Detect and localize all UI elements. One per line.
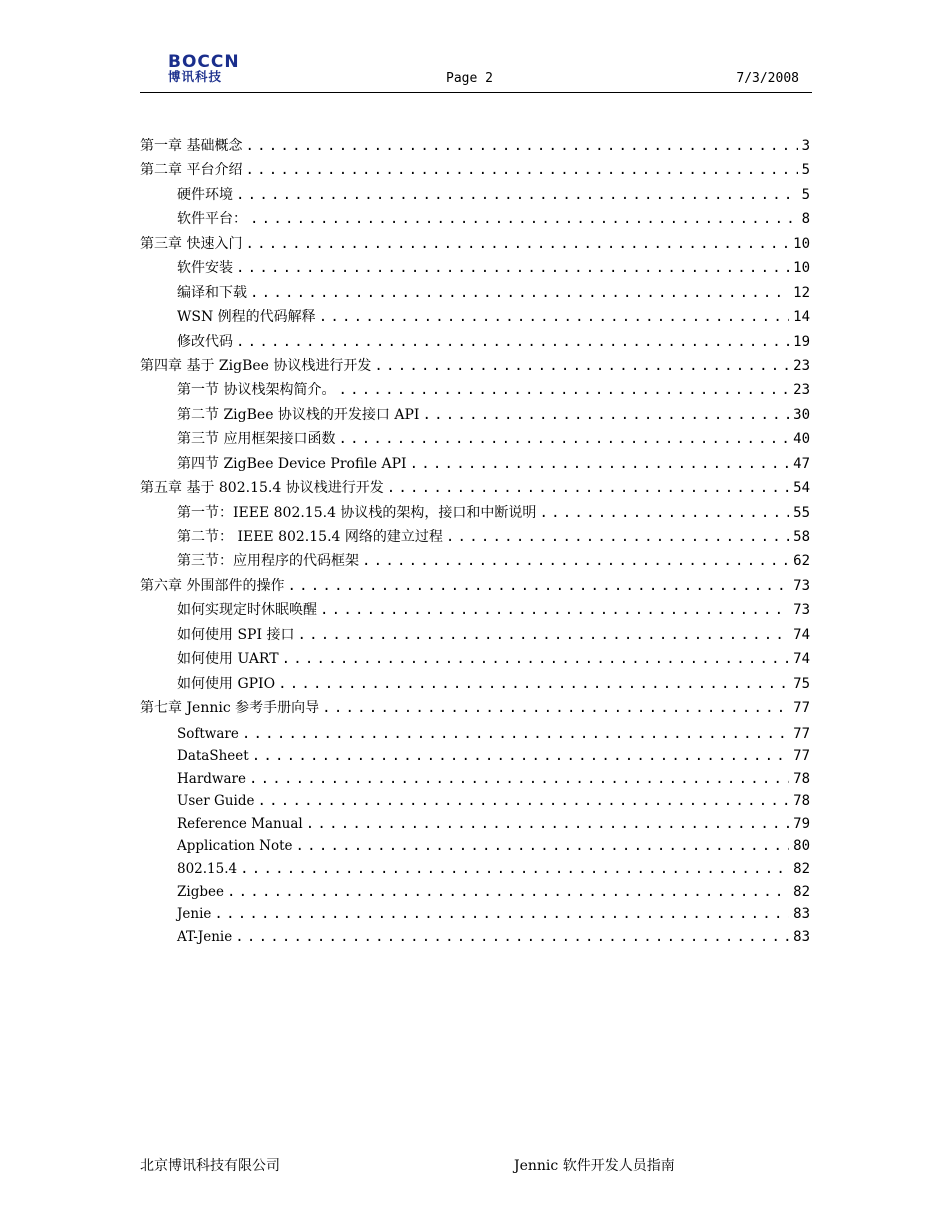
toc-entry-title: 编译和下载 (177, 284, 247, 301)
toc-entry-page: 74 (793, 626, 810, 643)
toc-dot-leader (359, 549, 789, 573)
toc-entry[interactable] (140, 378, 810, 402)
toc-dot-leader (211, 903, 789, 925)
toc-dot-leader (316, 305, 789, 329)
page-number-label: Page 2 (446, 71, 493, 86)
toc-entry[interactable] (140, 134, 810, 158)
toc-entry-title: 第二章 平台介绍 (140, 162, 243, 179)
toc-entry[interactable] (140, 574, 810, 598)
toc-entry-title: Jenie (177, 906, 212, 923)
toc-entry[interactable] (140, 427, 810, 451)
toc-entry-title: 802.15.4 (177, 861, 238, 878)
toc-entry-title: 第四节 ZigBee Device Profile API (177, 455, 407, 472)
toc-dot-leader (247, 207, 798, 231)
toc-entry-page: 54 (793, 480, 810, 497)
toc-entry-page: 78 (793, 770, 810, 787)
toc-dot-leader (279, 647, 790, 671)
toc-entry-title: 第三节：应用程序的代码框架 (177, 553, 359, 570)
toc-entry-title: Zigbee (177, 883, 224, 900)
toc-entry-title: 如何使用 UART (177, 651, 279, 668)
toc-entry[interactable] (140, 623, 810, 647)
page-header (140, 52, 812, 93)
toc-entry-title: 第六章 外围部件的操作 (140, 577, 285, 594)
toc-dot-leader (233, 183, 798, 207)
toc-dot-leader (303, 813, 789, 835)
toc-dot-leader (275, 672, 789, 696)
header-date: 7/3/2008 (736, 71, 799, 86)
toc-dot-leader (233, 256, 789, 280)
toc-entry-page: 10 (793, 235, 810, 252)
toc-entry-title: 第二节： IEEE 802.15.4 网络的建立过程 (177, 529, 443, 545)
toc-entry-page: 82 (793, 861, 810, 878)
toc-entry[interactable] (140, 696, 810, 720)
toc-dot-leader (242, 134, 797, 158)
toc-entry-page: 14 (793, 309, 810, 326)
toc-entry-title: 硬件环境 (177, 186, 233, 203)
toc-entry-title: 第一章 基础概念 (140, 138, 243, 154)
toc-entry[interactable] (140, 330, 810, 354)
toc-entry-title: 第一节：IEEE 802.15.4 协议栈的架构，接口和中断说明 (177, 504, 537, 521)
toc-entry[interactable] (140, 647, 810, 671)
toc-entry[interactable] (140, 256, 810, 280)
toc-entry-title: WSN 例程的代码解释 (177, 309, 316, 326)
toc-entry[interactable] (140, 525, 810, 549)
toc-entry-title: 如何使用 GPIO (177, 675, 276, 692)
toc-entry-page: 75 (793, 675, 810, 692)
toc-entry-page: 5 (801, 186, 810, 203)
toc-dot-leader (419, 403, 789, 427)
toc-entry[interactable] (140, 672, 810, 696)
toc-entry-page: 83 (793, 928, 810, 945)
toc-entry-title: 第四章 基于 ZigBee 协议栈进行开发 (140, 357, 372, 374)
toc-entry-page: 30 (793, 406, 810, 423)
toc-entry-page: 73 (793, 577, 810, 594)
toc-dot-leader (293, 835, 790, 857)
toc-entry-title: User Guide (177, 793, 255, 810)
footer-doc-title: Jennic 软件开发人员指南 (514, 1158, 675, 1174)
toc-entry-page: 77 (793, 700, 810, 717)
toc-entry-page: 47 (793, 455, 810, 472)
toc-entry-page: 77 (793, 725, 810, 742)
toc-entry[interactable] (140, 232, 810, 256)
toc-entry-title: 第五章 基于 802.15.4 协议栈进行开发 (140, 480, 384, 497)
toc-entry-title: 第三节 应用框架接口函数 (177, 431, 336, 448)
toc-entry[interactable] (140, 881, 810, 904)
toc-entry-title: 第七章 Jennic 参考手册向导 (140, 700, 320, 717)
toc-dot-leader (232, 926, 789, 948)
toc-entry-page: 10 (793, 260, 810, 277)
toc-entry[interactable] (140, 403, 810, 427)
toc-entry-page: 40 (793, 431, 810, 448)
toc-entry[interactable] (140, 835, 810, 858)
toc-entry[interactable] (140, 354, 810, 378)
toc-dot-leader (247, 281, 789, 305)
toc-entry-title: DataSheet (177, 748, 249, 765)
toc-entry-page: 23 (793, 357, 810, 374)
toc-dot-leader (371, 354, 789, 378)
toc-entry-page: 73 (793, 602, 810, 619)
toc-entry-title: Reference Manual (177, 815, 303, 832)
toc-entry-page: 23 (793, 382, 810, 399)
toc-entry-page: 78 (793, 793, 810, 810)
logo-chinese-text: 博讯科技 (168, 69, 223, 84)
company-logo (168, 54, 258, 86)
toc-entry[interactable] (140, 768, 810, 791)
toc-entry[interactable] (140, 452, 810, 476)
toc-entry-page: 55 (793, 504, 810, 521)
toc-entry-title: Software (177, 725, 239, 742)
toc-dot-leader (239, 723, 789, 745)
toc-entry-page: 5 (801, 162, 810, 179)
toc-entry-page: 19 (793, 333, 810, 350)
toc-dot-leader (249, 745, 789, 767)
toc-dot-leader (224, 881, 789, 903)
toc-entry-page: 12 (793, 284, 810, 301)
table-of-contents (140, 134, 810, 948)
toc-entry-title: 软件安装 (177, 260, 233, 277)
toc-dot-leader (242, 232, 789, 256)
toc-entry[interactable] (140, 723, 810, 746)
toc-entry[interactable] (140, 305, 810, 329)
toc-dot-leader (407, 452, 790, 476)
toc-entry[interactable] (140, 926, 810, 949)
toc-entry[interactable] (140, 207, 810, 231)
toc-entry-page: 8 (801, 211, 810, 228)
footer-company: 北京博讯科技有限公司 (140, 1158, 280, 1174)
toc-entry[interactable] (140, 281, 810, 305)
toc-entry-page: 58 (793, 529, 810, 545)
toc-entry-page: 82 (793, 883, 810, 900)
toc-entry-page: 62 (793, 553, 810, 570)
toc-entry-title: 第二节 ZigBee 协议栈的开发接口 API (177, 406, 420, 423)
toc-entry-page: 80 (793, 838, 810, 855)
toc-entry[interactable] (140, 790, 810, 813)
toc-dot-leader (294, 623, 789, 647)
toc-entry-page: 77 (793, 748, 810, 765)
toc-entry-title: 修改代码 (177, 333, 233, 350)
toc-dot-leader (233, 330, 789, 354)
toc-dot-leader (242, 158, 797, 182)
toc-dot-leader (284, 574, 789, 598)
toc-dot-leader (246, 768, 789, 790)
toc-dot-leader (335, 378, 789, 402)
toc-entry[interactable] (140, 476, 810, 500)
toc-entry[interactable] (140, 549, 810, 573)
toc-entry-title: Hardware (177, 770, 246, 787)
toc-dot-leader (335, 427, 789, 451)
toc-dot-leader (443, 525, 789, 549)
toc-entry-title: 第三章 快速入门 (140, 235, 243, 252)
toc-dot-leader (536, 501, 789, 525)
toc-entry[interactable] (140, 158, 810, 182)
toc-entry[interactable] (140, 903, 810, 926)
toc-entry-page: 3 (801, 138, 810, 154)
toc-dot-leader (254, 790, 789, 812)
toc-entry-page: 83 (793, 906, 810, 923)
toc-dot-leader (317, 598, 789, 622)
toc-dot-leader (384, 476, 789, 500)
toc-entry-title: AT-Jenie (177, 928, 233, 945)
toc-entry[interactable] (140, 858, 810, 881)
toc-entry[interactable] (140, 183, 810, 207)
toc-entry[interactable] (140, 745, 810, 768)
toc-entry-title: 如何实现定时休眠唤醒 (177, 602, 317, 619)
toc-entry-title: 软件平台： (177, 211, 247, 228)
toc-entry[interactable] (140, 813, 810, 836)
toc-entry[interactable] (140, 501, 810, 525)
toc-entry-title: 第一节 协议栈架构简介。 (177, 382, 336, 399)
toc-dot-leader (319, 696, 789, 720)
toc-entry-page: 79 (793, 815, 810, 832)
toc-dot-leader (237, 858, 789, 880)
toc-entry-page: 74 (793, 651, 810, 668)
toc-entry-title: Application Note (177, 838, 293, 855)
toc-entry[interactable] (140, 598, 810, 622)
logo-latin-text: BOCCN (168, 52, 240, 72)
toc-entry-title: 如何使用 SPI 接口 (177, 626, 295, 643)
